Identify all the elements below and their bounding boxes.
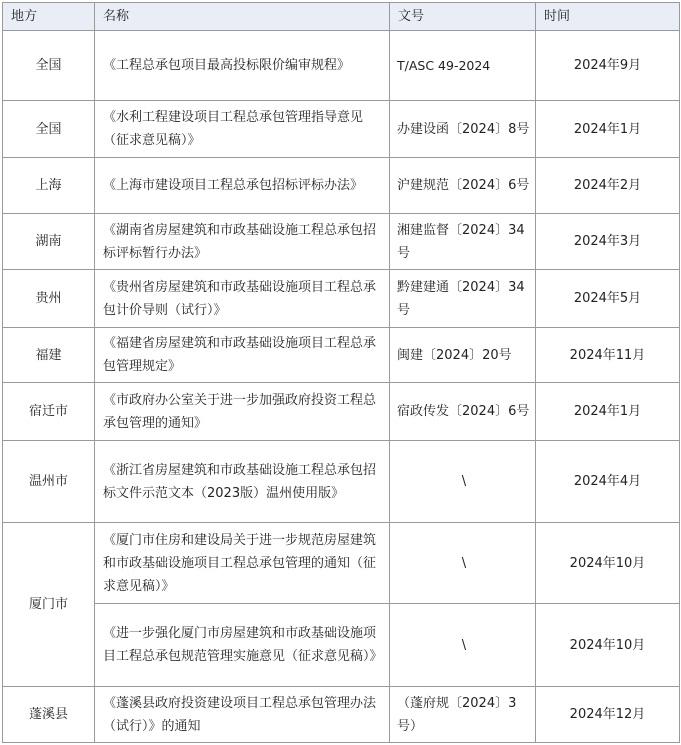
cell-time: 2024年3月 [536,214,680,270]
cell-doc: （蓬府规〔2024〕3号） [390,687,536,743]
table-row [3,383,680,441]
table-row [3,441,680,523]
cell-place: 上海 [3,158,95,214]
cell-place: 厦门市 [3,523,95,687]
table-row [3,523,680,604]
cell-name: 《贵州省房屋建筑和市政基础设施项目工程总承包计价导则（试行）》 [95,270,390,328]
header-doc: 文号 [390,3,536,31]
header-place: 地方 [3,3,95,31]
table-row [3,31,680,101]
cell-place: 宿迁市 [3,383,95,441]
cell-doc: \ [390,441,536,523]
cell-name: 《上海市建设项目工程总承包招标评标办法》 [95,158,390,214]
header-time: 时间 [536,3,680,31]
cell-time: 2024年12月 [536,687,680,743]
table-row [3,101,680,158]
cell-doc: T/ASC 49-2024 [390,31,536,101]
cell-place: 温州市 [3,441,95,523]
cell-name: 《工程总承包项目最高投标限价编审规程》 [95,31,390,101]
cell-time: 2024年2月 [536,158,680,214]
cell-doc: 黔建建通〔2024〕34号 [390,270,536,328]
cell-place: 湖南 [3,214,95,270]
cell-place: 福建 [3,328,95,383]
cell-place: 全国 [3,101,95,158]
cell-name: 《厦门市住房和建设局关于进一步规范房屋建筑和市政基础设施项目工程总承包管理的通知（征求意见稿）》 [95,523,390,604]
table-row [3,687,680,743]
header-name: 名称 [95,3,390,31]
cell-doc: 沪建规范〔2024〕6号 [390,158,536,214]
table-header-row [3,3,680,31]
table-row [3,214,680,270]
cell-name: 《湖南省房屋建筑和市政基础设施工程总承包招标评标暂行办法》 [95,214,390,270]
cell-name: 《水利工程建设项目工程总承包管理指导意见（征求意见稿）》 [95,101,390,158]
policy-table [2,2,680,743]
cell-name: 《市政府办公室关于进一步加强政府投资工程总承包管理的通知》 [95,383,390,441]
cell-place: 蓬溪县 [3,687,95,743]
cell-time: 2024年1月 [536,383,680,441]
table-row [3,270,680,328]
table-row [3,328,680,383]
cell-doc: \ [390,604,536,687]
cell-time: 2024年5月 [536,270,680,328]
cell-doc: 湘建监督〔2024〕34号 [390,214,536,270]
cell-time: 2024年10月 [536,604,680,687]
cell-name: 《福建省房屋建筑和市政基础设施项目工程总承包管理规定》 [95,328,390,383]
cell-doc: 办建设函〔2024〕8号 [390,101,536,158]
cell-name: 《进一步强化厦门市房屋建筑和市政基础设施项目工程总承包规范管理实施意见（征求意见稿）》 [95,604,390,687]
table-row [3,604,680,687]
cell-time: 2024年1月 [536,101,680,158]
cell-place: 贵州 [3,270,95,328]
cell-doc: 宿政传发〔2024〕6号 [390,383,536,441]
cell-time: 2024年11月 [536,328,680,383]
cell-name: 《浙江省房屋建筑和市政基础设施工程总承包招标文件示范文本（2023版）温州使用版》 [95,441,390,523]
cell-place: 全国 [3,31,95,101]
cell-time: 2024年4月 [536,441,680,523]
cell-name: 《蓬溪县政府投资建设项目工程总承包管理办法（试行）》的通知 [95,687,390,743]
cell-time: 2024年10月 [536,523,680,604]
cell-doc: \ [390,523,536,604]
cell-doc: 闽建〔2024〕20号 [390,328,536,383]
cell-time: 2024年9月 [536,31,680,101]
table-row [3,158,680,214]
